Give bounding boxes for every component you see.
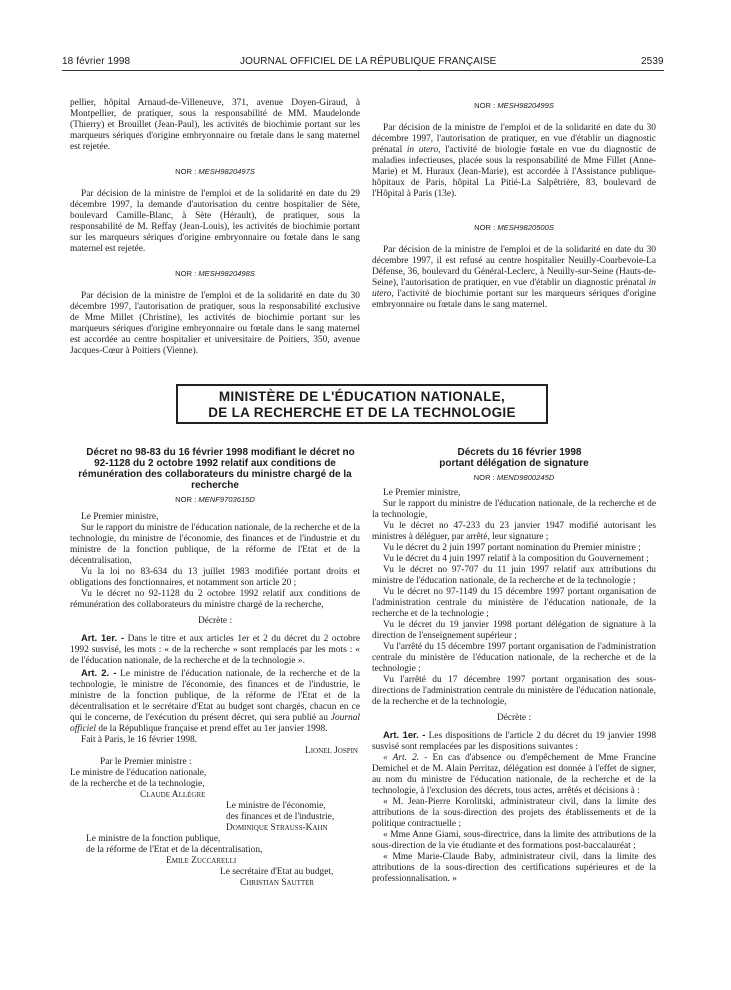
- nor-reference: NOR : MESH9820497S: [175, 167, 255, 176]
- minister-economy-title: Le ministre de l'économie, des finances et de l'industrie,: [226, 801, 335, 822]
- ministry-line-1: MINISTÈRE DE L'ÉDUCATION NATIONALE,: [218, 389, 506, 404]
- decree-title: Décret no 98-83 du 16 février 1998 modifiant le décret no 92-1128 du 2 octobre 1992 relatif aux conditions de rémunération des collaborateurs du ministre chargé de la recherche: [78, 447, 355, 491]
- signature-budget: Christian Sautter: [240, 878, 315, 888]
- header-rule: [62, 70, 664, 71]
- secretary-budget-title: Le secrétaire d'Etat au budget,: [220, 867, 334, 877]
- paragraph: Vu le décret no 92-1128 du 2 octobre 1992 relatif aux conditions de rémunération des collaborateurs du ministre chargé de la recherche,: [70, 589, 360, 610]
- paragraph: Vu le décret no 97-1149 du 15 décembre 1997 portant organisation de l'administration centrale du ministère de l'éducation nationale, de la recherche et de la technologie ;: [372, 587, 656, 619]
- paragraph: Vu l'arrêté du 15 décembre 1997 portant organisation de l'administration centrale du ministère de l'éducation nationale, de la recherche et de la technologie ;: [372, 642, 656, 674]
- ministry-line-2: DE LA RECHERCHE ET DE LA TECHNOLOGIE: [208, 405, 516, 420]
- paragraph: Sur le rapport du ministre de l'éducation nationale, de la recherche et de la technologie, du ministre de l'économie, des finances et de l'industrie et du ministre de la fonction publique, de la réforme de l'Etat et de la décentralisation,: [70, 523, 360, 566]
- nor-reference: NOR : MESH9820500S: [474, 223, 554, 232]
- minister-education-title: Le ministre de l'éducation nationale, de la recherche et de la technologie,: [70, 768, 207, 789]
- paragraph: Sur le rapport du ministre de l'éducation nationale, de la recherche et de la technologie,: [372, 499, 656, 520]
- paragraph: Vu le décret no 97-707 du 11 juin 1997 relatif aux attributions du ministre de l'éducation nationale, de la recherche et de la technologie ;: [372, 565, 656, 586]
- nor-reference: NOR : MENF9703615D: [175, 495, 255, 504]
- paragraph: Vu le décret du 19 janvier 1998 portant délégation de signature à la direction de l'enseignement supérieur ;: [372, 620, 656, 641]
- article-1: Art. 1er. - Les dispositions de l'article 2 du décret du 19 janvier 1998 susvisé sont remplacées par les dispositions suivantes :: [372, 729, 657, 752]
- article-2: Art. 2. - Le ministre de l'éducation nationale, de la recherche et de la technologie, le ministre de l'économie, des finances et de l'industrie, le ministre de la fonction publique, de la réforme de l'Etat et de la décentralisation et le secrétaire d'Etat au budget sont chargés, chacun en ce qui le concerne, de l'exécution du présent décret, qui sera publié au Journal officiel de la République française et prend effet au 1er janvier 1998.: [70, 667, 360, 734]
- top-right-column: [372, 86, 656, 311]
- paragraph: Vu le décret du 4 juin 1997 relatif à la composition du Gouvernement ;: [383, 554, 649, 564]
- paragraph: Vu le décret du 2 juin 1997 portant nomination du Premier ministre ;: [383, 543, 641, 553]
- article-2-quote: « Art. 2. - En cas d'absence ou d'empêchement de Mme Francine Demichel et de M. Alain Perritaz, délégation est donnée à l'effet de signer, au nom du ministre de l'éducation nationale, de la recherche et de la technologie, à l'exclusion des décrets, tous actes, arrêtés et décisions à :: [372, 753, 656, 796]
- signature-education: Claude Allègre: [140, 790, 206, 800]
- header-journal: JOURNAL OFFICIEL DE LA RÉPUBLIQUE FRANÇAISE: [240, 56, 497, 67]
- paragraph: Par décision de la ministre de l'emploi et de la solidarité en date du 30 décembre 1997, l'autorisation de pratiquer, en vue d'établir un diagnostic prénatal in utero, l'activité de biologie fœtale en vue du diagnostic de maladies infectieuses, placée sous la responsabilité de Mme Fillet (Anne-Marie) et M. Huraux (Jean-Marie), est accordée à l'Assistance publique-hôpitaux de Paris, hôpital La Pitié-La Salpêtrière, 83, boulevard de l'Hôpital à Paris (13e).: [372, 123, 656, 199]
- signature-economy: Dominique Strauss-Kahn: [226, 823, 328, 833]
- decree-title: Décrets du 16 février 1998 portant délégation de signature: [439, 447, 589, 469]
- top-left-column: [70, 98, 360, 357]
- paragraph: « Mme Marie-Claude Baby, administrateur civil, dans la limite des attributions de la sous-direction des certifications supérieures et de la professionnalisation. »: [372, 852, 656, 884]
- header-date: 18 février 1998: [62, 56, 131, 67]
- paragraph: Par décision de la ministre de l'emploi et de la solidarité en date du 30 décembre 1997, il est refusé au centre hospitalier Neuilly-Courbevoie-La Défense, 36, boulevard du Général-Leclerc, à Neuilly-sur-Seine (Hauts-de-Seine), l'autorisation de pratiquer, en vue d'établir un diagnostic prénatal in utero, l'activité de biochimie portant sur les marqueurs sériques d'origine embryonnaire ou fœtale dans le sang maternel.: [372, 245, 656, 310]
- nor-reference: NOR : MEND9800245D: [473, 473, 555, 482]
- nor-reference: NOR : MESH9820498S: [175, 269, 255, 278]
- paragraph: pellier, hôpital Arnaud-de-Villeneuve, 371, avenue Doyen-Giraud, à Montpellier, de pratiquer, sous la responsabilité de MM. Maudelonde (Thierry) et Brouillet (Jean-Paul), les activités de biochimie portant sur les marqueurs sériques d'origine embryonnaire ou fœtale dans le sang maternel est rejetée.: [70, 98, 360, 152]
- par-le-premier-ministre: Par le Premier ministre :: [100, 757, 192, 767]
- paragraph: « Mme Anne Giami, sous-directrice, dans la limite des attributions de la sous-direction de la vie étudiante et des formations post-baccalauréat ;: [372, 830, 656, 851]
- decrete-label: Décrète :: [197, 616, 233, 626]
- signature-public-service: Emile Zuccarelli: [166, 856, 237, 866]
- paragraph: Le Premier ministre,: [81, 512, 159, 522]
- signature-pm: Lionel Jospin: [305, 746, 358, 756]
- minister-public-service-title: Le ministre de la fonction publique, de la réforme de l'Etat et de la décentralisation,: [86, 834, 263, 855]
- article-1: Art. 1er. - Dans le titre et aux articles 1er et 2 du décret du 2 octobre 1992 susvisé, les mots : « de la recherche » sont remplacés par les mots : « de l'éducation nationale, de la recherche et de la technologie ».: [70, 632, 361, 666]
- header-page-number: 2539: [641, 56, 664, 67]
- left-decree-column: [70, 447, 360, 889]
- paragraph: Le Premier ministre,: [383, 488, 461, 498]
- paragraph: Vu la loi no 83-634 du 13 juillet 1983 modifiée portant droits et obligations des fonctionnaires, et notamment son article 20 ;: [70, 567, 360, 588]
- paragraph: Par décision de la ministre de l'emploi et de la solidarité en date du 30 décembre 1997, l'autorisation de pratiquer, sous la responsabilité exclusive de Mme Millet (Christine), les activités de biochimie portant sur les marqueurs sériques d'origine embryonnaire ou fœtale dans le sang maternel est accordée au centre hospitalier et universitaire de Poitiers, 350, avenue Jacques-Cœur à Poitiers (Vienne).: [70, 291, 360, 356]
- decrete-label: Décrète :: [496, 713, 532, 723]
- ministry-heading-box: [176, 384, 548, 424]
- paragraph: Par décision de la ministre de l'emploi et de la solidarité en date du 29 décembre 1997, la demande d'autorisation du centre hospitalier de Sète, boulevard Camille-Blanc, à Sète (Hérault), de pratiquer, sous la responsabilité de M. Reffay (Jean-Louis), les activités de biochimie portant sur les marqueurs sériques d'origine embryonnaire ou fœtale dans le sang maternel est rejetée.: [70, 189, 360, 254]
- fait-a-paris: Fait à Paris, le 16 février 1998.: [81, 735, 198, 745]
- paragraph: Vu le décret no 47-233 du 23 janvier 1947 modifié autorisant les ministres à déléguer, par arrêté, leur signature ;: [372, 521, 656, 542]
- paragraph: Vu l'arrêté du 17 décembre 1997 portant organisation des sous-directions de l'administration centrale du ministère de l'éducation nationale, de la recherche et de la technologie,: [372, 675, 656, 707]
- paragraph: « M. Jean-Pierre Korolitski, administrateur civil, dans la limite des attributions de la sous-direction des projets des établissements et de la politique contractuelle ;: [372, 797, 656, 829]
- nor-reference: NOR : MESH9820499S: [474, 101, 554, 110]
- right-decree-column: [372, 447, 656, 885]
